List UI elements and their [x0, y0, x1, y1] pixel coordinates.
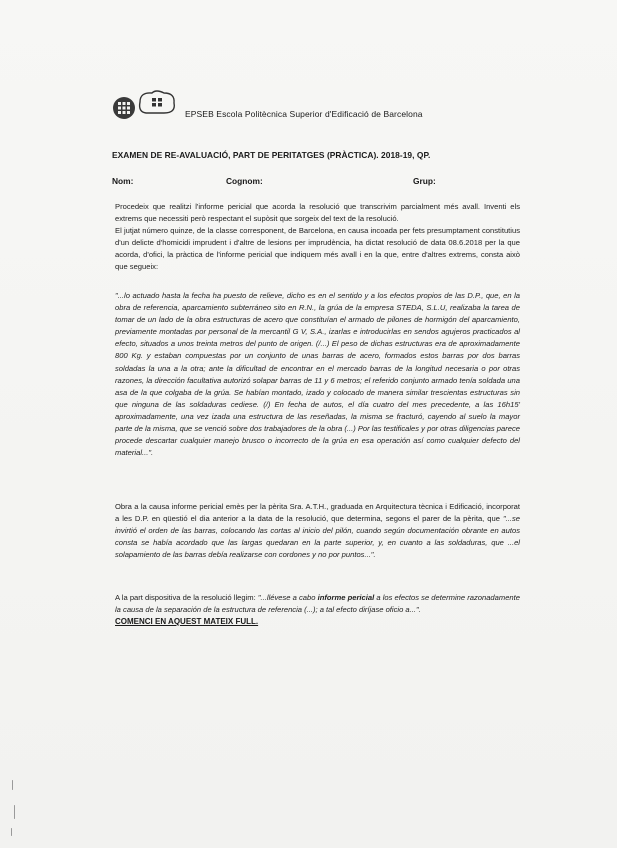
school-name: EPSEB Escola Politècnica Superior d'Edificació de Barcelona [185, 109, 423, 119]
intro-section [115, 201, 520, 274]
para4-quote-bold: informe pericial [317, 593, 375, 602]
scan-speck [11, 828, 12, 836]
expert-report-paragraph [115, 501, 520, 561]
exam-title: EXAMEN DE RE-AVALUACIÓ, PART DE PERITATGES (PRÀCTICA). 2018-19, QP. [112, 150, 431, 160]
para3-quote: "...se invirtió el orden de las barras, colocando las cortas al inicio del pilón, cuando según documentación obrante en autos consta se había acordado que las largas quedaran en la parte superior, y, en cuanto a las soldaduras, que ...el solapamiento de las barras debía realizarse con cordones y no por puntos...". [115, 514, 520, 560]
intro-paragraph-2: El jutjat número quinze, de la classe corresponent, de Barcelona, en causa incoada per fets presumptament constitutius d'un delicte d'homicidi imprudent i d'altre de lesions per imprudència, ha dictat resolució de data 08.6.2018 per la que acorda, d'ofici, la pràctica de l'informe pericial que indiquem més avall i en la que, entre d'altres extrems, consta això que segueix: [115, 226, 520, 272]
para3-lead: Obra a la causa informe pericial emès per la pèrita Sra. A.T.H., graduada en Arquitectura tècnica i Edificació, incorporat a les D.P. en qüestió el dia anterior a la data de la resolució, que determina, segons el parer de la pèrita, que [115, 502, 520, 524]
surname-label: Cognom: [226, 176, 263, 186]
dispositive-paragraph [115, 592, 520, 616]
resolution-quote [115, 290, 520, 459]
letterhead [112, 88, 532, 128]
quote-paragraph: "...lo actuado hasta la fecha ha puesto de relieve, dicho es en el sentido y a los efectos propios de las D.P., que, en la obra de referencia, aparcamiento subterráneo sito en R.N., la grúa de la empresa STEDA, S.L.U, realizaba la tarea de tomar de un lado de la obra estructuras de acero que constituían el armado de pilones de hormigón del aparcamiento, previamente montadas por personal de la mercantil G V, S.A., izarlas e introducirlas en sendos agujeros practicados al efecto, situados a unos treinta metros del punto de origen. (/...) El peso de dichas estructuras era de aproximadamente 800 Kg. y estaban compuestas por un conjunto de unas barras de acero, formados estos barras por dos barras soldadas la una a la otra; ante la dificultad de encontrar en el mercado barras de la longitud necesaria o por otras razones, la dirección facultativa autorizó solapar barras de 11 y 6 metros; el referido conjunto armado tenía soldada una asa de la que colgaba de la grúa. Se habían montado, izado y colocado de manera similar trescientas estructuras sin que ninguna de las soldaduras cediese. (/) En fecha de autos, el día cuatro del mes precedente, a las 16h15' aproximadamente, una vez izada una estructura de las reseñadas, la misma se fracturó, cayendo al suelo la mayor parte de la misma, que se venció sobre dos trabajadores de la obra (...) Por las testificales y por otras diligencias parece procede descartar cualquier manejo brusco o incorrecto de la grúa en esa operación así como cualquier defecto del material...". [115, 291, 520, 458]
intro-paragraph-1: Procedeix que realitzi l'informe pericial que acorda la resolució que transcrivim parcialment més avall. Inventi els extrems que necessiti però respectant el supòsit que sorgeix del text de la resolució. [115, 202, 520, 224]
scan-speck [12, 780, 13, 790]
final-instruction: COMENCI EN AQUEST MATEIX FULL. [115, 617, 259, 626]
scan-speck [14, 805, 15, 819]
para4-lead: A la part dispositiva de la resolució llegim: [115, 593, 258, 602]
upc-logo [112, 88, 178, 126]
para4-quote-a: "...llévese a cabo [257, 593, 318, 602]
name-label: Nom: [112, 176, 134, 186]
para4-quote-b: a los efectos se determine razonadamente la causa de la separación de la estructura de referencia (...); a tal efecto diríjase oficio a...". [115, 593, 520, 615]
group-label: Grup: [413, 176, 436, 186]
